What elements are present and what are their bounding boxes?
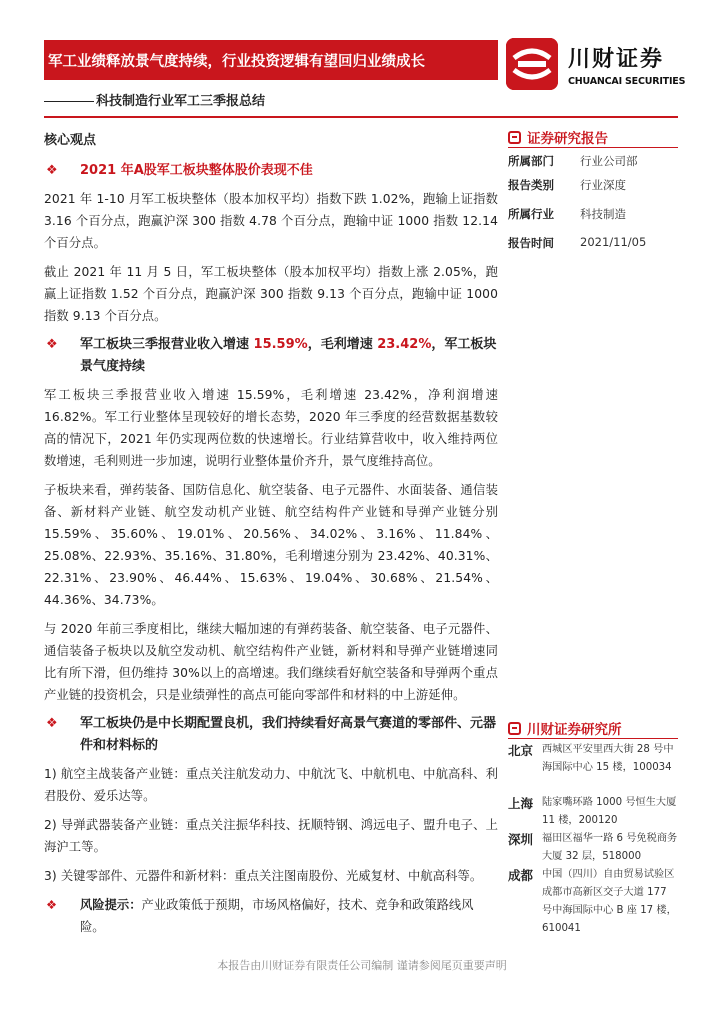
bullet-text: ，军工板块景气度持续: [80, 337, 497, 374]
bullet-heading: [44, 334, 498, 378]
institute-panel: [508, 718, 678, 948]
office-city: 成都: [508, 868, 534, 883]
diamond-bullet-icon: ❖: [46, 898, 58, 912]
report-title: 军工业绩释放景气度持续，行业投资逻辑有望回归业绩成长: [44, 40, 498, 80]
institute-icon: [508, 722, 521, 735]
sidebar-divider: [508, 738, 678, 739]
bullet-text: 军工板块仍是中长期配置良机，我们持续看好高景气赛道的零部件、元器件和材料标的: [80, 716, 497, 753]
meta-key: 所属部门: [508, 154, 554, 168]
paragraph: 2021 年 1-10 月军工板块整体（股本加权平均）指数下跌 1.02%，跑输上证指数 3.16 个百分点，跑赢沪深 300 指数 4.78 个百分点，跑输中证 1000 指数 12.14 个百分点。: [44, 192, 498, 250]
diamond-bullet-icon: ❖: [46, 163, 58, 178]
paragraph: 2) 导弹武器装备产业链：重点关注振华科技、抚顺特钢、鸿远电子、盟升电子、上海沪工等。: [44, 818, 498, 854]
report-meta-panel: [508, 125, 678, 255]
meta-row: [508, 206, 678, 222]
meta-value: 行业深度: [580, 178, 626, 192]
diamond-bullet-icon: ❖: [46, 337, 58, 352]
paragraph: 军工板块三季报营业收入增速 15.59%，毛利增速 23.42%，净利润增速 16.82%。军工行业整体呈现较好的增长态势，2020 年三季度的经营数据基数较高的情况下，2021 年仍实现两位数的快速增长。行业结算营收中，收入维持两位数增速，毛利则进一步加速，说明行业整体量价齐升，景气度维持高位。: [44, 388, 498, 468]
office-entry: [508, 794, 678, 830]
logo-mark-icon: [506, 38, 558, 90]
subtitle-dash: [44, 101, 94, 102]
meta-value: 行业公司部: [580, 154, 638, 168]
report-subtitle-line: [44, 90, 498, 109]
bullet-text: 2021 年A股军工板块整体股价表现不佳: [80, 163, 313, 178]
office-address: 陆家嘴环路 1000 号恒生大厦 11 楼，200120: [542, 797, 677, 826]
office-city: 深圳: [508, 832, 534, 847]
report-icon: [508, 131, 521, 144]
report-heading-text: 证券研究报告: [527, 131, 608, 147]
risk-text: 产业政策低于预期，市场风格偏好，技术、竞争和政策路线风险。: [80, 898, 474, 934]
meta-key: 所属行业: [508, 207, 554, 221]
bullet-text: ，毛利增速: [307, 337, 378, 352]
meta-value: 科技制造: [580, 207, 626, 221]
bullet-text: 军工板块三季报营业收入增速: [80, 337, 254, 352]
paragraph: 1) 航空主战装备产业链：重点关注航发动力、中航沈飞、中航机电、中航高科、利君股份、爱乐达等。: [44, 767, 498, 803]
meta-row: [508, 177, 678, 193]
meta-key: 报告类别: [508, 178, 554, 192]
brand-logo: [506, 38, 686, 90]
brand-cn-name: 川财证券: [568, 47, 665, 72]
header-divider: [44, 116, 678, 118]
report-subtitle: 科技制造行业军工三季报总结: [96, 94, 266, 109]
paragraph: 与 2020 年前三季度相比，继续大幅加速的有弹药装备、航空装备、电子元器件、通信装备子板块以及航空发动机、航空结构件产业链，新材料和导弹产业链增速同比有所下滑，但仍维持 30%以上的高增速。我们继续看好航空装备和导弹两个重点产业链的投资机会，只是业绩弹性的高点可能向零部件和材料的中上游延伸。: [44, 622, 498, 702]
bullet-heading: [44, 160, 498, 182]
office-entry: [508, 830, 678, 866]
brand-en-name: CHUANCAI SECURITIES: [568, 76, 686, 87]
office-entry: [508, 866, 678, 938]
paragraph: 子板块来看，弹药装备、国防信息化、航空装备、电子元器件、水面装备、通信装备、新材料产业链、航空发动机产业链、航空结构件产业链和导弹产业链分别 15.59%、35.60%、19.01%、20.56%、34.02%、3.16%、11.84%、25.08%、22.93%、35.16%、31.80%，毛利增速分别为 23.42%、40.31%、22.31%、23.90%、46.44%、15.63%、19.04%、30.68%、21.54%、44.36%、34.73%。: [44, 483, 498, 607]
bullet-highlight: 23.42%: [377, 337, 432, 352]
bullet-heading: [44, 713, 498, 757]
office-address: 中国（四川）自由贸易试验区成都市高新区交子大道 177 号中海国际中心 B 座 17 楼，610041: [542, 869, 677, 934]
report-heading: [508, 127, 608, 147]
meta-value: 2021/11/05: [580, 235, 647, 249]
main-content: [44, 125, 498, 938]
meta-key: 报告时间: [508, 236, 554, 250]
footer-disclaimer: 本报告由川财证券有限责任公司编制 谨请参阅尾页重要声明: [217, 959, 507, 972]
office-entry: [508, 741, 678, 777]
meta-row: [508, 235, 678, 251]
risk-label: 风险提示：: [80, 898, 142, 912]
institute-heading: [508, 718, 622, 738]
meta-row: [508, 153, 678, 169]
institute-heading-text: 川财证券研究所: [527, 722, 622, 738]
risk-warning: [44, 894, 498, 938]
section-label-core-view: 核心观点: [44, 133, 97, 148]
office-city: 上海: [508, 796, 534, 811]
diamond-bullet-icon: ❖: [46, 716, 58, 731]
sidebar-divider: [508, 147, 678, 148]
office-address: 西城区平安里西大街 28 号中海国际中心 15 楼，100034: [542, 744, 674, 773]
office-address: 福田区福华一路 6 号免税商务大厦 32 层，518000: [542, 833, 678, 862]
paragraph: 截止 2021 年 11 月 5 日，军工板块整体（股本加权平均）指数上涨 2.05%，跑赢上证指数 1.52 个百分点，跑赢沪深 300 指数 9.13 个百分点，跑输中证 1000 指数 9.13 个百分点。: [44, 265, 498, 323]
paragraph: 3) 关键零部件、元器件和新材料：重点关注图南股份、光威复材、中航高科等。: [44, 869, 483, 883]
office-city: 北京: [508, 743, 534, 758]
bullet-highlight: 15.59%: [253, 337, 308, 352]
